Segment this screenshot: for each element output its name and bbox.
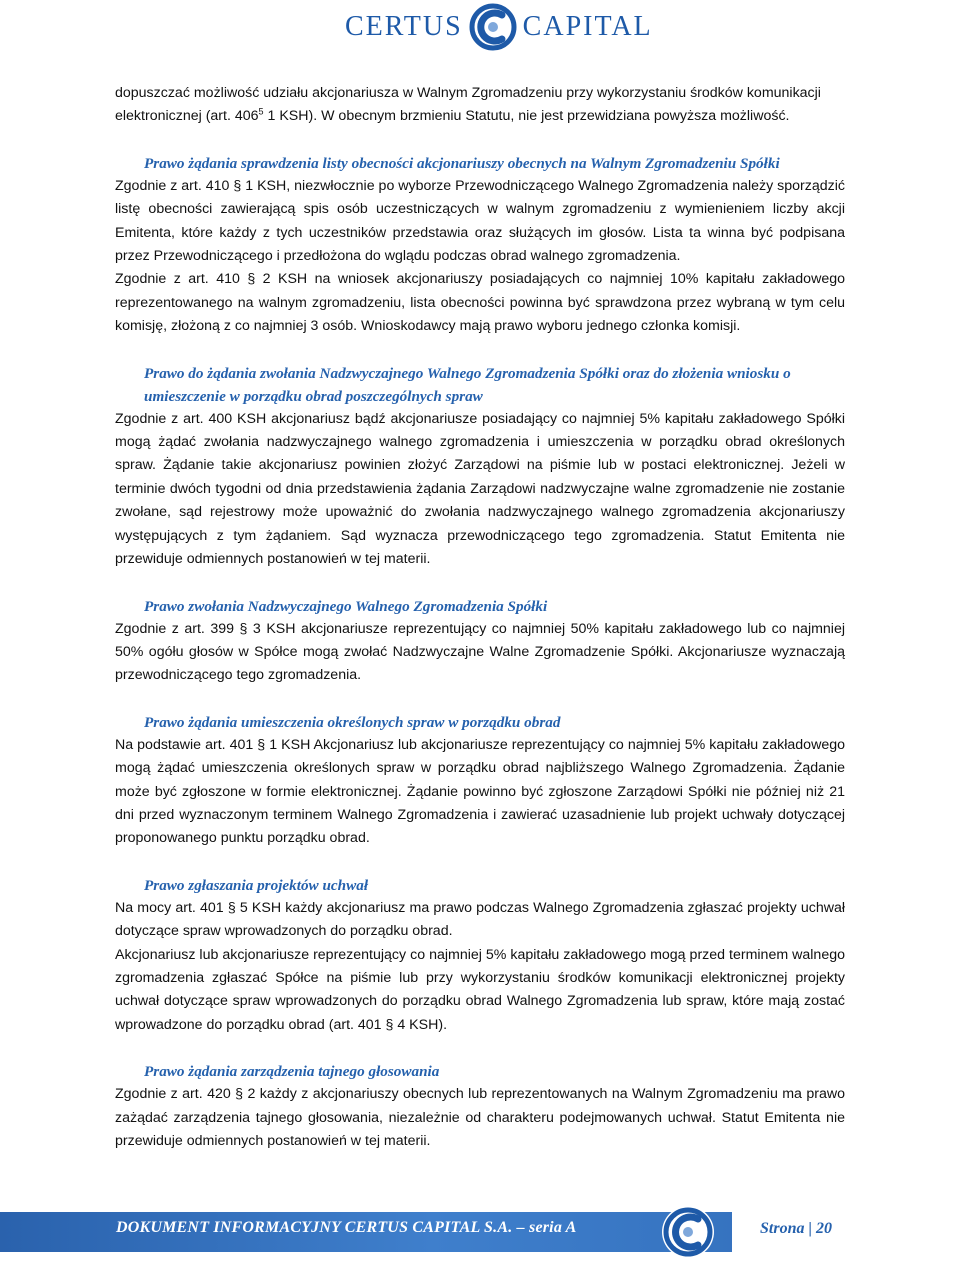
section-title-request-egm: Prawo do żądania zwołania Nadzwyczajnego Walnego Zgromadzenia Spółki oraz do złożenia wniosku o umieszczenie w porządku obrad poszczególnych spraw xyxy=(144,364,791,405)
footer-page-number: Strona | 20 xyxy=(760,1220,832,1237)
intro-superscript: 5 xyxy=(258,106,264,117)
section-attendance-paragraph-2: Zgodnie z art. 410 § 2 KSH na wniosek akcjonariuszy posiadających co najmniej 10% kapitału zakładowego reprezentowanego na walnym zgromadzeniu, lista obecności powinna być sprawdzona przez wybraną w tym celu komisję, złożoną z co najmniej 3 osób. Wnioskodawcy mają prawo wyboru jednego członka komisji. xyxy=(115,271,845,335)
section-title-attendance-list: Prawo żądania sprawdzenia listy obecności akcjonariuszy obecnych na Walnym Zgromadzeniu Spółki xyxy=(144,154,780,172)
document-body xyxy=(115,82,845,1153)
intro-paragraph xyxy=(115,82,845,129)
section-title-draft-resolutions: Prawo zgłaszania projektów uchwał xyxy=(144,876,369,894)
logo-emblem-icon xyxy=(469,3,517,51)
footer-document-title: DOKUMENT INFORMACYJNY CERTUS CAPITAL S.A. – seria A xyxy=(116,1219,577,1236)
logo-word-left: CERTUS xyxy=(345,11,463,42)
section-title-convene-egm: Prawo zwołania Nadzwyczajnego Walnego Zgromadzenia Spółki xyxy=(144,597,548,615)
logo-word-right: CAPITAL xyxy=(522,11,653,42)
section-request-egm-paragraph: Zgodnie z art. 400 KSH akcjonariusz bądź akcjonariusze posiadający co najmniej 5% kapitału zakładowego Spółki mogą żądać zwołania nadzwyczajnego walnego zgromadzenia i umieszczenia w porządku obrad określonych spraw. Żądanie takie akcjonariusz powinien złożyć Zarządowi na piśmie lub w postaci elektronicznej. Jeżeli w terminie dwóch tygodni od dnia przedstawienia żądania Zarządowi nadzwyczajne walne zgromadzenie nie zostanie zwołane, sąd rejestrowy może upoważnić do zwołania nadzwyczajnego walnego zgromadzenia akcjonariuszy występujących z tym żądaniem. Sąd wyznacza przewodniczącego tego zgromadzenia. Statut Emitenta nie przewiduje odmiennych postanowień w tej materii. xyxy=(115,410,845,568)
intro-line-2-pre: elektronicznej (art. 406 xyxy=(115,108,259,125)
section-draft-resolutions-paragraph-1: Na mocy art. 401 § 5 KSH każdy akcjonariusz ma prawo podczas Walnego Zgromadzenia zgłaszać projekty uchwał dotyczące spraw wprowadzonych do porządku obrad. xyxy=(115,899,845,940)
section-draft-resolutions-paragraph-2: Akcjonariusz lub akcjonariusze reprezentujący co najmniej 5% kapitału zakładowego mogą przed terminem walnego zgromadzenia zgłaszać Spółce na piśmie lub przy wykorzystaniu środków komunikacji elektronicznej projekty uchwał dotyczące spraw wprowadzonych do porządku obrad Walnego Zgromadzenia lub spraw, które mają zostać wprowadzone do porządku obrad (art. 401 § 4 KSH). xyxy=(115,946,845,1033)
page-footer xyxy=(0,1212,960,1252)
intro-line-2-post: 1 KSH). W obecnym brzmieniu Statutu, nie jest przewidziana powyższa możliwość. xyxy=(263,108,790,125)
company-logo xyxy=(345,2,653,52)
section-convene-egm-paragraph: Zgodnie z art. 399 § 3 KSH akcjonariusze reprezentujący co najmniej 50% kapitału zakładowego lub co najmniej 50% ogółu głosów w Spółce mogą zwołać Nadzwyczajne Walne Zgromadzenie Spółki. Akcjonariusze wyznaczają przewodniczącego tego zgromadzenia. xyxy=(115,620,845,684)
page-header xyxy=(0,0,960,58)
intro-line-1: dopuszczać możliwość udziału akcjonariusza w Walnym Zgromadzeniu przy wykorzystaniu środków komunikacji xyxy=(115,85,821,101)
footer-logo-emblem-icon xyxy=(660,1204,716,1260)
section-agenda-items-paragraph: Na podstawie art. 401 § 1 KSH Akcjonariusz lub akcjonariusze reprezentujący co najmniej 5% kapitału zakładowego mogą żądać umieszczenia określonych spraw w porządku obrad najbliższego Walnego Zgromadzenia. Żądanie może być zgłoszone w formie elektronicznej. Żądanie powinno być zgłoszone Zarządowi Spółki nie później niż 21 dni przed wyznaczonym terminem Walnego Zgromadzenia i zawierać uzasadnienie lub projekt uchwały dotyczącej proponowanego punktu porządku obrad. xyxy=(115,736,845,847)
section-attendance-paragraph-1: Zgodnie z art. 410 § 1 KSH, niezwłocznie po wyborze Przewodniczącego Walnego Zgromadzenia należy sporządzić listę obecności zawierającą spis osób uczestniczących w walnym zgromadzeniu z wymienieniem liczby akcji Emitenta, które każdy z tych uczestników przedstawia oraz służących im głosów. Lista ta winna być podpisana przez Przewodniczącego i przedłożona do wglądu podczas obrad walnego zgromadzenia. xyxy=(115,177,845,265)
section-title-secret-ballot: Prawo żądania zarządzenia tajnego głosowania xyxy=(144,1063,440,1081)
section-title-agenda-items: Prawo żądania umieszczenia określonych spraw w porządku obrad xyxy=(144,713,561,731)
section-secret-ballot-paragraph: Zgodnie z art. 420 § 2 każdy z akcjonariuszy obecnych lub reprezentowanych na Walnym Zgromadzeniu ma prawo zażądać zarządzenia tajnego głosowania, niezależnie od charakteru podejmowanych uchwał. Statut Emitenta nie przewiduje odmiennych postanowień w tej materii. xyxy=(115,1086,845,1149)
